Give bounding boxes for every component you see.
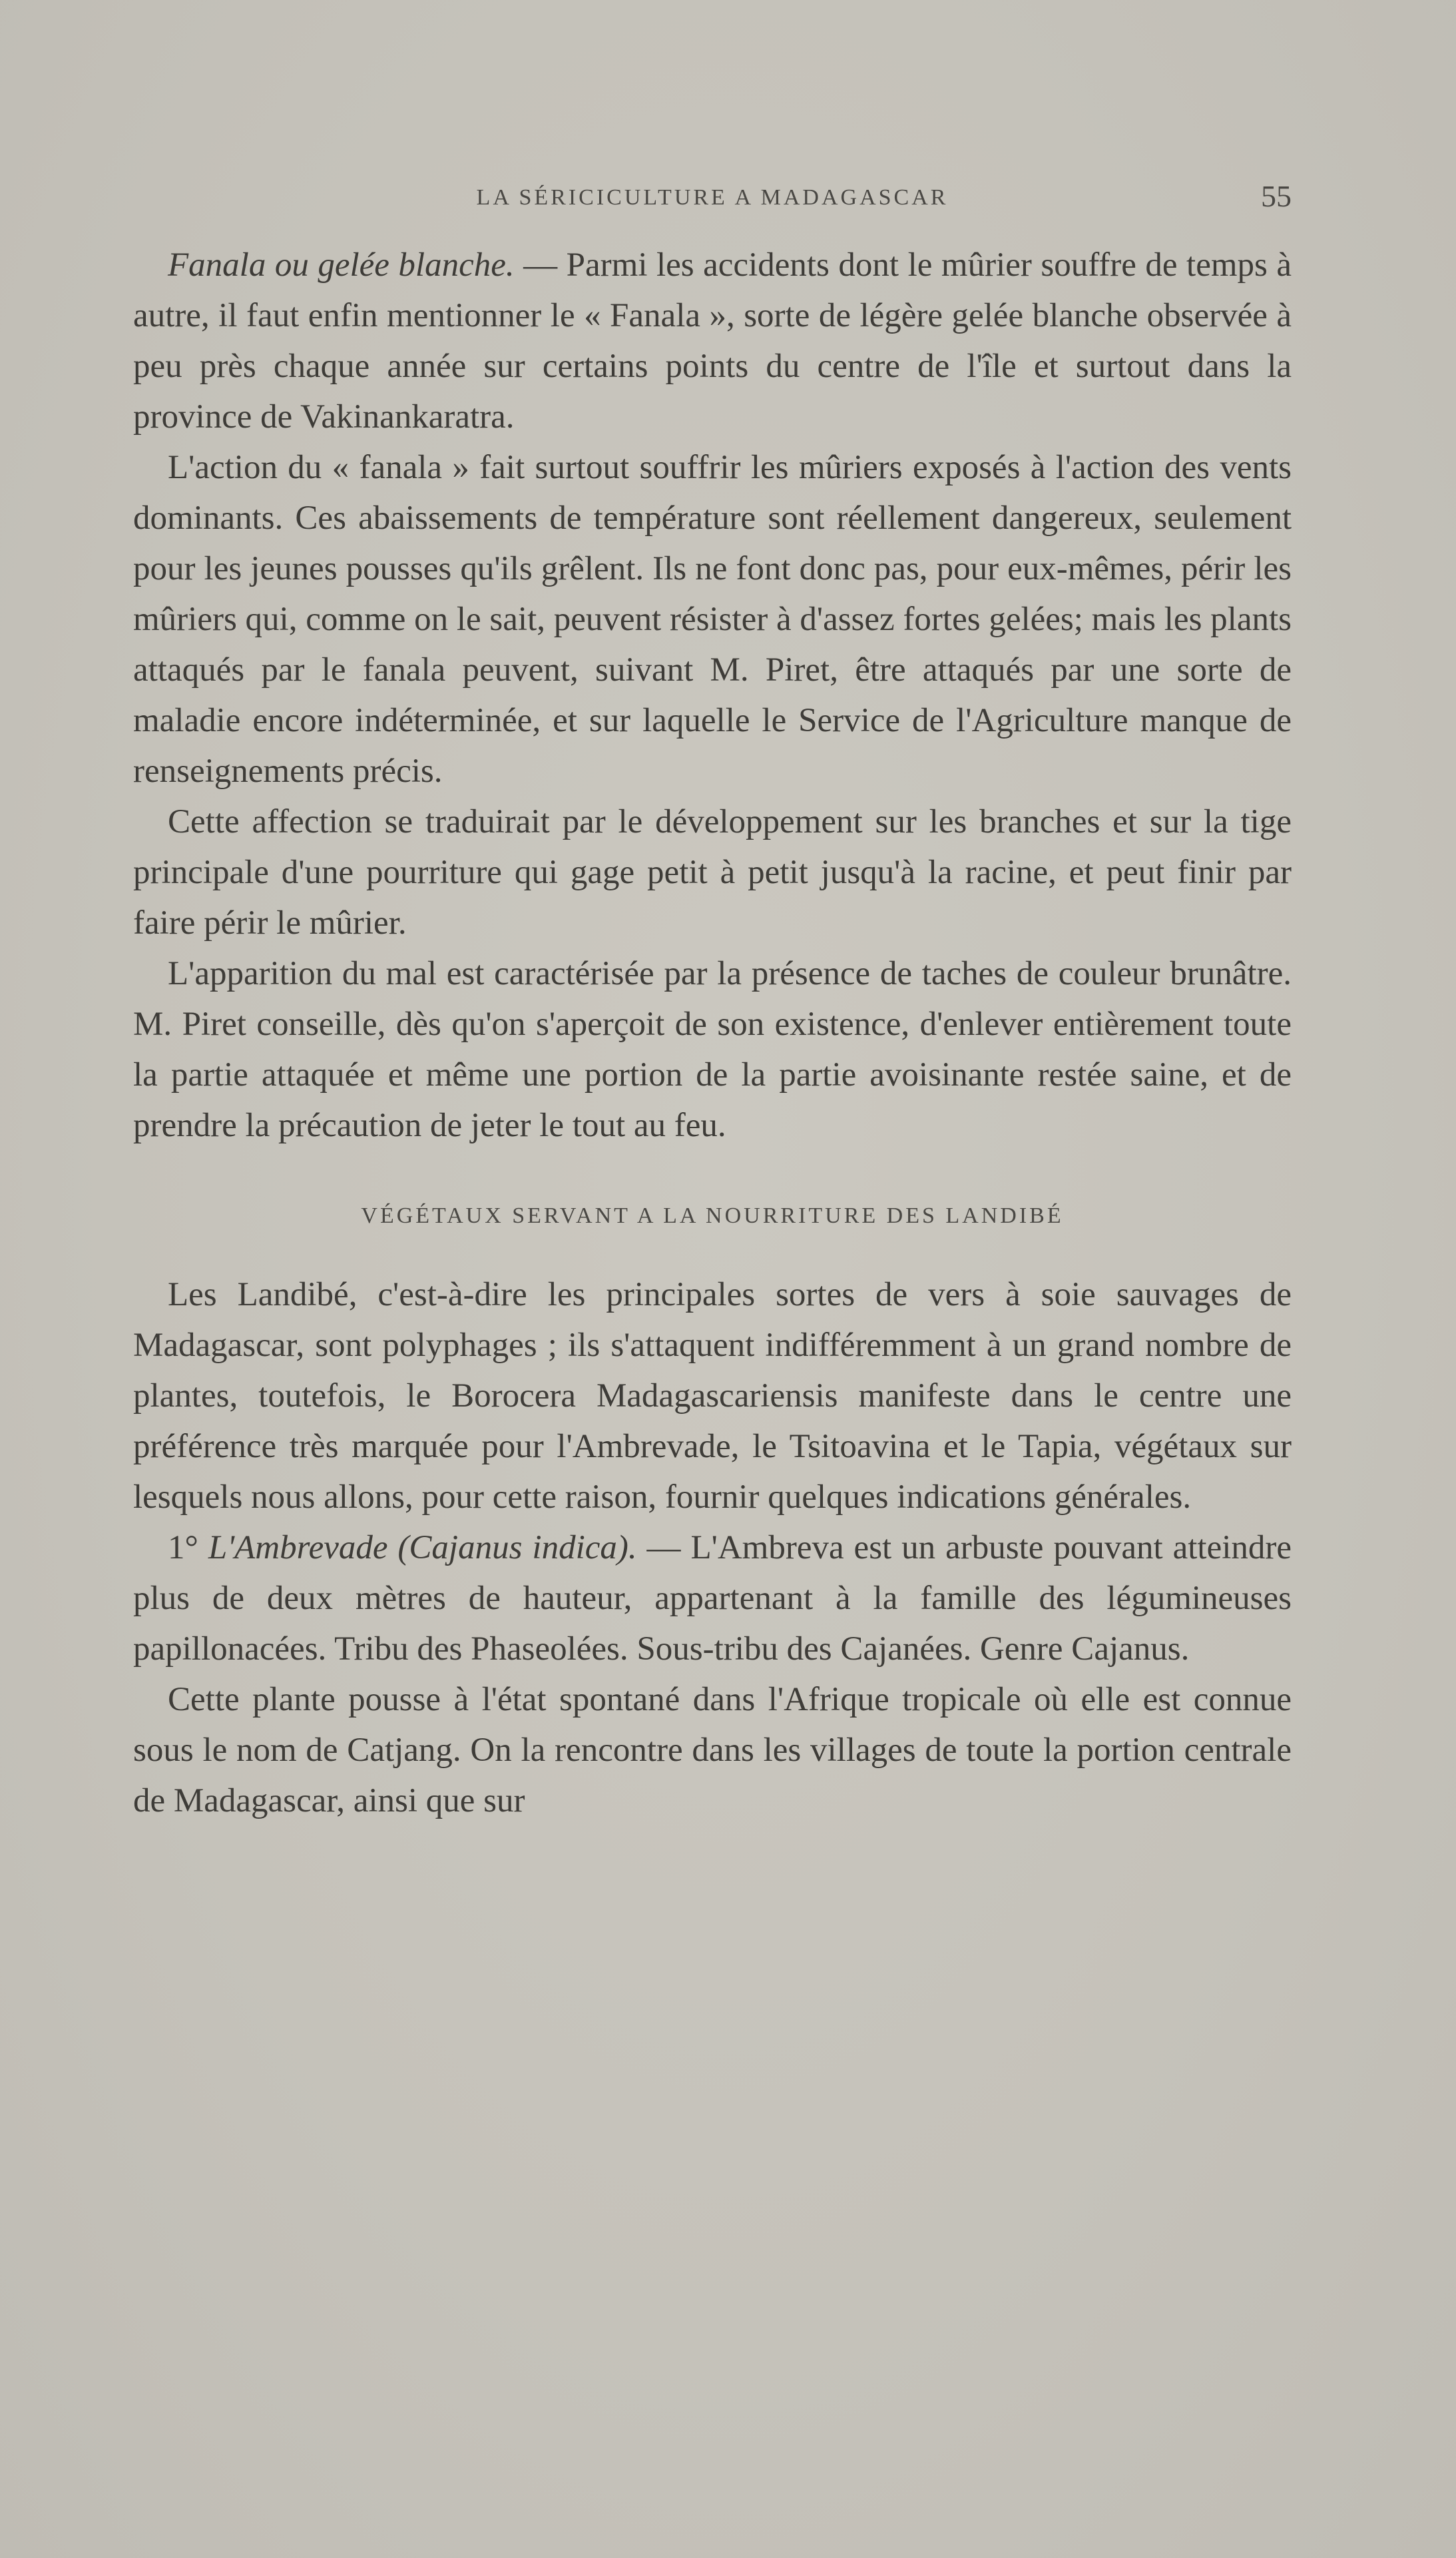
paragraph-title-fanala: Fanala ou gelée blanche.	[168, 246, 515, 284]
paragraph-title-ambrevade: L'Ambrevade (Cajanus indica).	[208, 1529, 637, 1566]
page-number: 55	[1261, 179, 1292, 213]
paragraph-text-ambrevade: — L'Ambreva est un arbuste pouvant atteindre plus de deux mètres de hauteur, appartenant à la famille des légumineuses papillonacées. Tribu des Phaseolées. Sous-tribu des Cajanées. Genre Cajanus.	[133, 1529, 1292, 1668]
paragraph-affection: Cette affection se traduirait par le développement sur les branches et sur la tige principale d'une pourriture qui gage petit à petit jusqu'à la racine, et peut finir par faire périr le mûrier.	[133, 803, 1292, 942]
running-head	[133, 178, 1292, 218]
page-body	[133, 240, 1292, 1826]
paragraph-apparition: L'apparition du mal est caractérisée par la présence de taches de couleur brunâtre. M. Piret conseille, dès qu'on s'aperçoit de son existence, d'enlever entièrement toute la partie attaquée et même une portion de la partie avoisinante restée saine, et de prendre la précaution de jeter le tout au feu.	[133, 955, 1292, 1144]
paragraph-ambrevade	[133, 1522, 1292, 1674]
section-title: VÉGÉTAUX SERVANT A LA NOURRITURE DES LANDIBÉ	[361, 1203, 1064, 1228]
paragraph-text-fanala: — Parmi les accidents dont le mûrier souffre de temps à autre, il faut enfin mentionner le « Fanala », sorte de légère gelée blanche observée à peu près chaque année sur certains points du centre de l'île et surtout dans la province de Vakinankaratra.	[133, 246, 1292, 436]
running-title: LA SÉRICICULTURE A MADAGASCAR	[476, 185, 949, 210]
item-number: 1°	[168, 1529, 198, 1566]
paragraph-action-fanala: L'action du « fanala » fait surtout souffrir les mûriers exposés à l'action des vents dominants. Ces abaissements de température sont réellement dangereux, seulement pour les jeunes pousses qu'ils grêlent. Ils ne font donc pas, pour eux-mêmes, périr les mûriers qui, comme on le sait, peuvent résister à d'assez fortes gelées; mais les plants attaqués par le fanala peuvent, suivant M. Piret, être attaqués par une sorte de maladie encore indéterminée, et sur laquelle le Service de l'Agriculture manque de renseignements précis.	[133, 449, 1292, 790]
paragraph-landibe: Les Landibé, c'est-à-dire les principales sortes de vers à soie sauvages de Madagascar, sont polyphages ; ils s'attaquent indifféremment à un grand nombre de plantes, toutefois, le Borocera Madagascariensis manifeste dans le centre une préférence très marquée pour l'Ambrevade, le Tsitoavina et le Tapia, végétaux sur lesquels nous allons, pour cette raison, fournir quelques indications générales.	[133, 1276, 1292, 1516]
paragraph-catjang: Cette plante pousse à l'état spontané dans l'Afrique tropicale où elle est connue sous le nom de Catjang. On la rencontre dans les villages de toute la portion centrale de Madagascar, ainsi que sur	[133, 1681, 1292, 1819]
paragraph-fanala	[133, 240, 1292, 442]
